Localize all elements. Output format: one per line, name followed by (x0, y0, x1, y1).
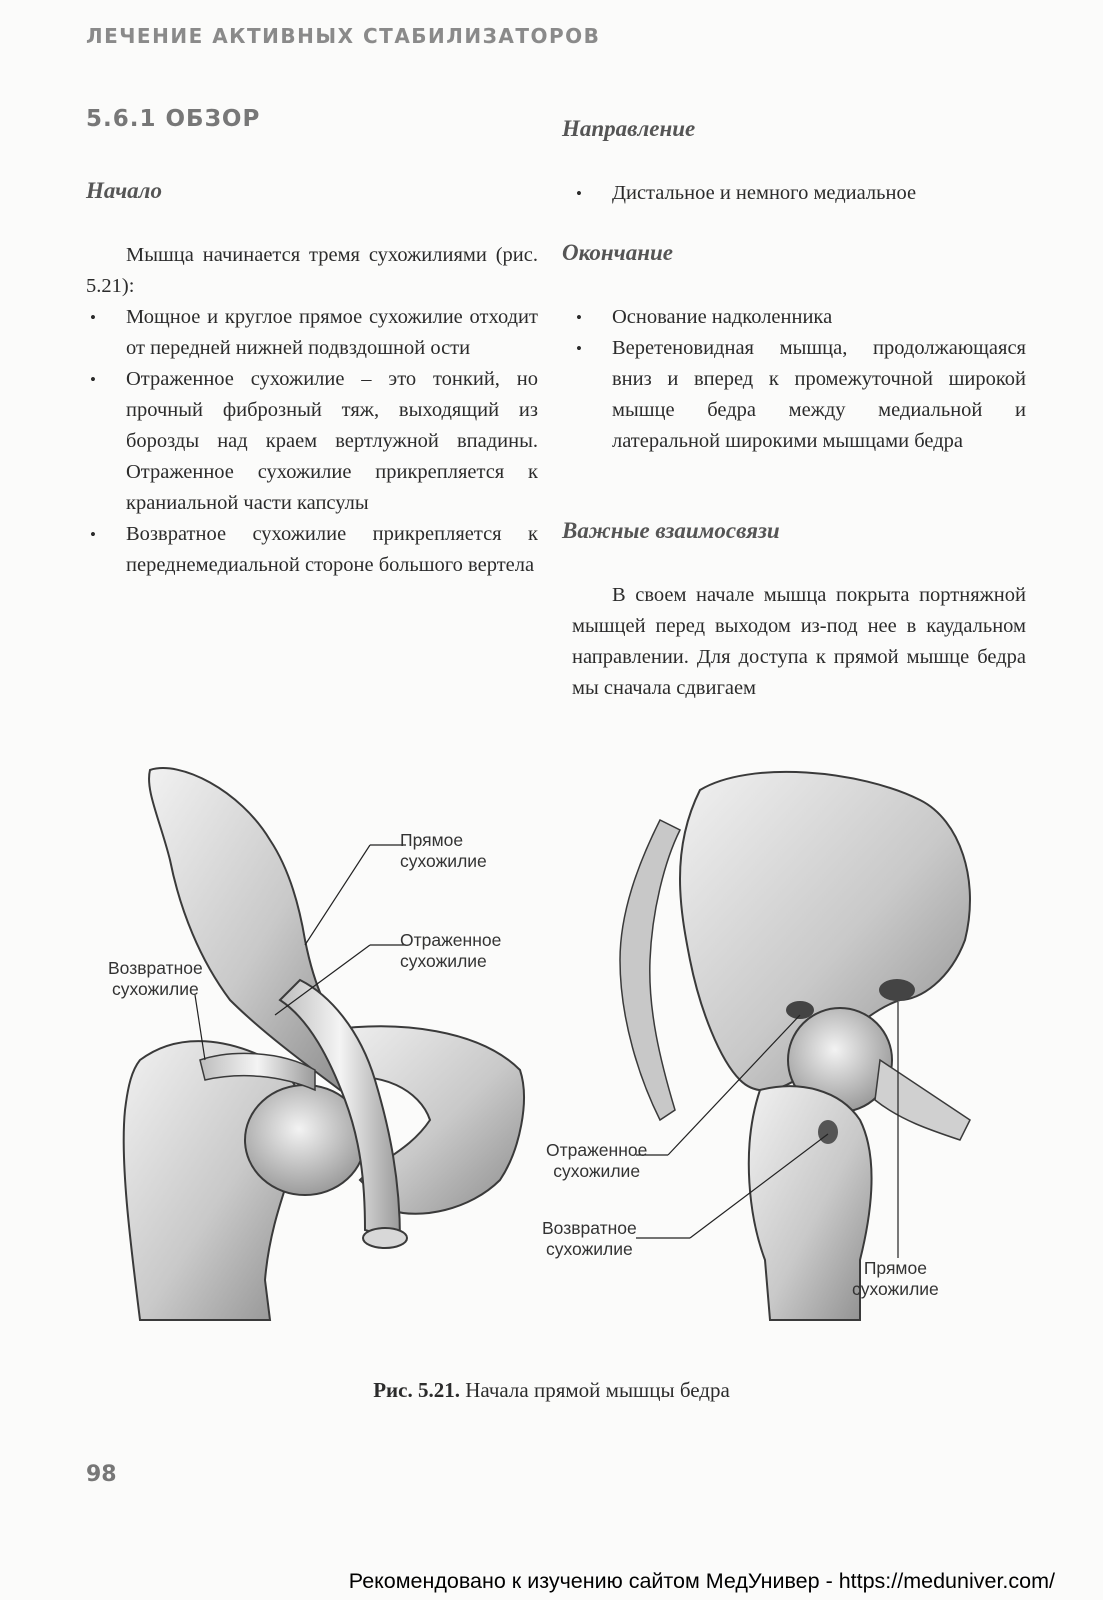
direction-heading: Направление (562, 116, 696, 141)
caption-label: Рис. 5.21. (373, 1378, 460, 1402)
label-reflected-tendon-left: Отраженное сухожилие (400, 930, 502, 971)
list-item: • Отраженное сухожилие – это тонкий, но прочный фиброзный тяж, выходящий из борозды над краем вертлужной впадины. Отраженное сухожилие прикрепляется к краниальной части капсулы (86, 364, 538, 519)
origin-intro: Мышца начинается тремя сухожилиями (рис. 5.21): (86, 244, 538, 297)
right-hip-drawing (620, 772, 970, 1320)
label-recurrent-tendon-right: Возвратное сухожилие (542, 1218, 637, 1259)
direction-list (572, 178, 1026, 209)
running-head: ЛЕЧЕНИЕ АКТИВНЫХ СТАБИЛИЗАТОРОВ (86, 24, 601, 48)
origin-list (86, 302, 538, 581)
section-title: 5.6.1 ОБЗОР (86, 106, 261, 132)
list-item: • Дистальное и немного медиальное (572, 178, 1026, 209)
figure-caption (0, 1378, 1103, 1403)
list-item: • Основание надколенника (572, 302, 1026, 333)
caption-text: Начала прямой мышцы бедра (459, 1378, 730, 1402)
label-direct-tendon-right: Прямое сухожилие (852, 1258, 939, 1299)
footer-link[interactable]: Рекомендовано к изучению сайтом МедУнивер - https://meduniver.com/ (348, 1569, 1055, 1593)
left-column (86, 240, 538, 581)
insertion-list (572, 302, 1026, 457)
list-item: • Возвратное сухожилие прикрепляется к переднемедиальной стороне большого вертела (86, 519, 538, 581)
insertion-heading: Окончание (562, 240, 674, 265)
relations-block (572, 580, 1026, 704)
anatomy-figure (100, 760, 1040, 1340)
insertion-block (572, 302, 1026, 457)
relations-heading: Важные взаимосвязи (562, 518, 780, 543)
label-recurrent-tendon-left: Возвратное сухожилие (108, 958, 203, 999)
label-direct-tendon-left: Прямое сухожилие (400, 830, 487, 871)
direction-block (572, 178, 1026, 209)
origin-heading: Начало (86, 178, 162, 203)
list-item: • Мощное и круглое прямое сухожилие отходит от передней нижней подвздошной ости (86, 302, 538, 364)
label-reflected-tendon-right: Отраженное сухожилие (546, 1140, 648, 1181)
page-number: 98 (86, 1462, 117, 1487)
relations-text: В своем начале мышца покрыта портняжной мышцей перед выходом из-под нее в каудальном направлении. Для доступа к прямой мышце бедра мы сначала сдвигаем (572, 584, 1026, 699)
list-item: • Веретеновидная мышца, продолжающаяся вниз и вперед к промежуточной широкой мышце бедра между медиальной и латеральной широкими мышцами бедра (572, 333, 1026, 457)
